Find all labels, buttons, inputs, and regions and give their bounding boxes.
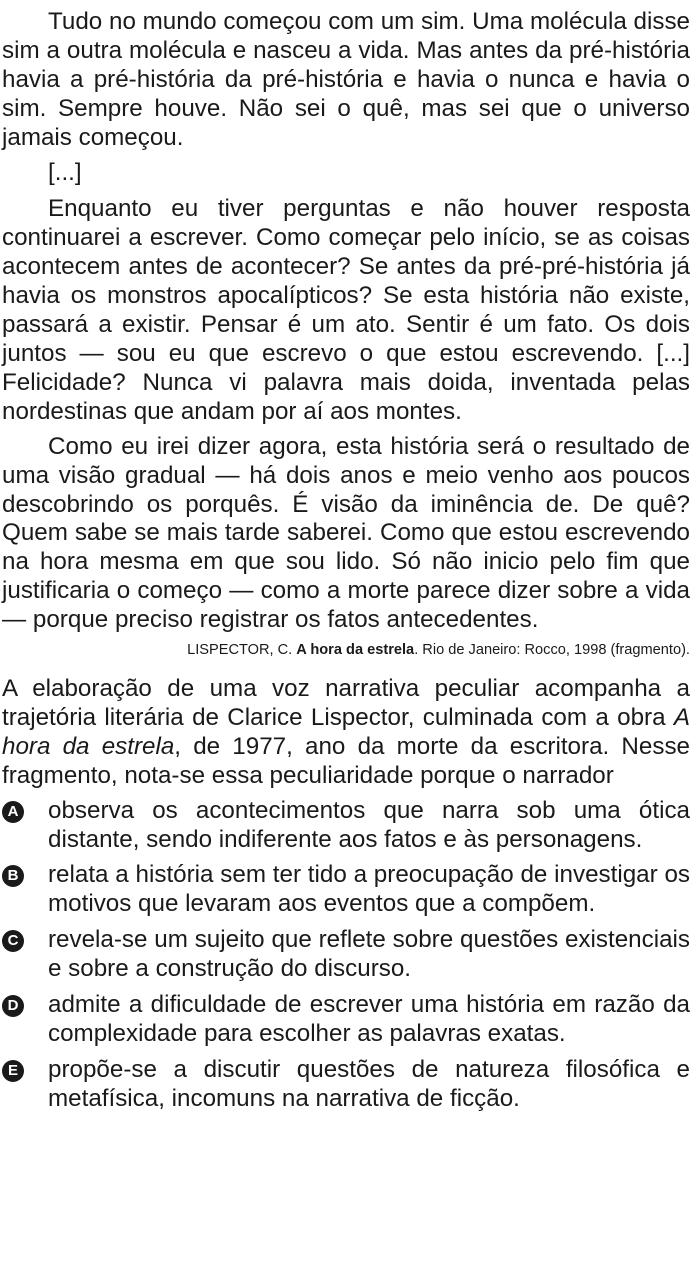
- passage-paragraph-2: Enquanto eu tiver perguntas e não houver resposta continuarei a escrever. Como começar pelo início, se as coisas acontecem antes de acontecer? Se antes da pré-pré-história já havia os monstros apocalípticos? Se esta história não existe, passará a existir. Pensar é um ato. Sentir é um fato. Os dois juntos — sou eu que escrevo o que estou escrevendo. [...] Felicidade? Nunca vi palavra mais doida, inventada pelas nordestinas que andam por aí aos montes.: [2, 195, 690, 425]
- option-d-text: admite a dificuldade de escrever uma história em razão da complexidade para escolher as palavras exatas.: [48, 991, 690, 1047]
- citation-author: LISPECTOR, C.: [187, 642, 293, 659]
- question-work-title: A hora da estrela: [2, 703, 690, 760]
- question-stem-before: A elaboração de uma voz narrativa peculiar acompanha a trajetória literária de Clarice Lispector, culminada com a obra: [2, 675, 690, 731]
- option-e-letter-badge: E: [2, 1060, 24, 1082]
- option-e-text: propõe-se a discutir questões de natureza filosófica e metafísica, incomuns na narrativa de ficção.: [48, 1055, 690, 1112]
- option-d-letter-badge: D: [2, 995, 24, 1017]
- option-c-letter-badge: C: [2, 930, 24, 952]
- option-b-text: relata a história sem ter tido a preocupação de investigar os motivos que levaram aos eventos que a compõem.: [48, 861, 690, 918]
- passage-paragraph-1: Tudo no mundo começou com um sim. Uma molécula disse sim a outra molécula e nasceu a vida. Mas antes da pré-história havia a pré-história da pré-história e havia o nunca e havia o sim. Sempre houve. Não sei o quê, mas sei que o universo jamais começou.: [2, 8, 690, 151]
- passage-ellipsis: [...]: [48, 158, 82, 186]
- literary-passage: [2, 8, 690, 635]
- citation-book-title: A hora da estrela: [296, 642, 415, 659]
- option-e[interactable]: [2, 1056, 690, 1114]
- option-c[interactable]: [2, 926, 690, 984]
- passage-paragraph-3: Como eu irei dizer agora, esta história será o resultado de uma visão gradual — há dois anos e meio venho aos poucos descobrindo os porquês. É visão da iminência de. De quê? Quem sabe se mais tarde saberei. Como que estou escrevendo na hora mesma em que sou lido. Só não inicio pelo fim que justificaria o começo — como a morte parece dizer sobre a vida — porque preciso registrar os fatos antecedentes.: [2, 432, 690, 634]
- option-d[interactable]: [2, 991, 690, 1049]
- option-c-text: revela-se um sujeito que reflete sobre questões existenciais e sobre a construção do discurso.: [48, 926, 690, 983]
- question-stem-after: , de 1977, ano da morte da escritora. Nesse fragmento, nota-se essa peculiaridade porque o narrador: [2, 732, 690, 789]
- option-a-text: observa os acontecimentos que narra sob uma ótica distante, sendo indiferente aos fatos e às personagens.: [48, 796, 690, 853]
- option-b-letter-badge: B: [2, 865, 24, 887]
- question-stem: [2, 675, 690, 791]
- answer-options: [2, 797, 690, 1114]
- option-a-letter-badge: A: [2, 801, 24, 823]
- citation-details: . Rio de Janeiro: Rocco, 1998 (fragmento).: [414, 642, 690, 659]
- option-a[interactable]: [2, 797, 690, 855]
- option-b[interactable]: [2, 861, 690, 919]
- source-citation: [2, 641, 690, 659]
